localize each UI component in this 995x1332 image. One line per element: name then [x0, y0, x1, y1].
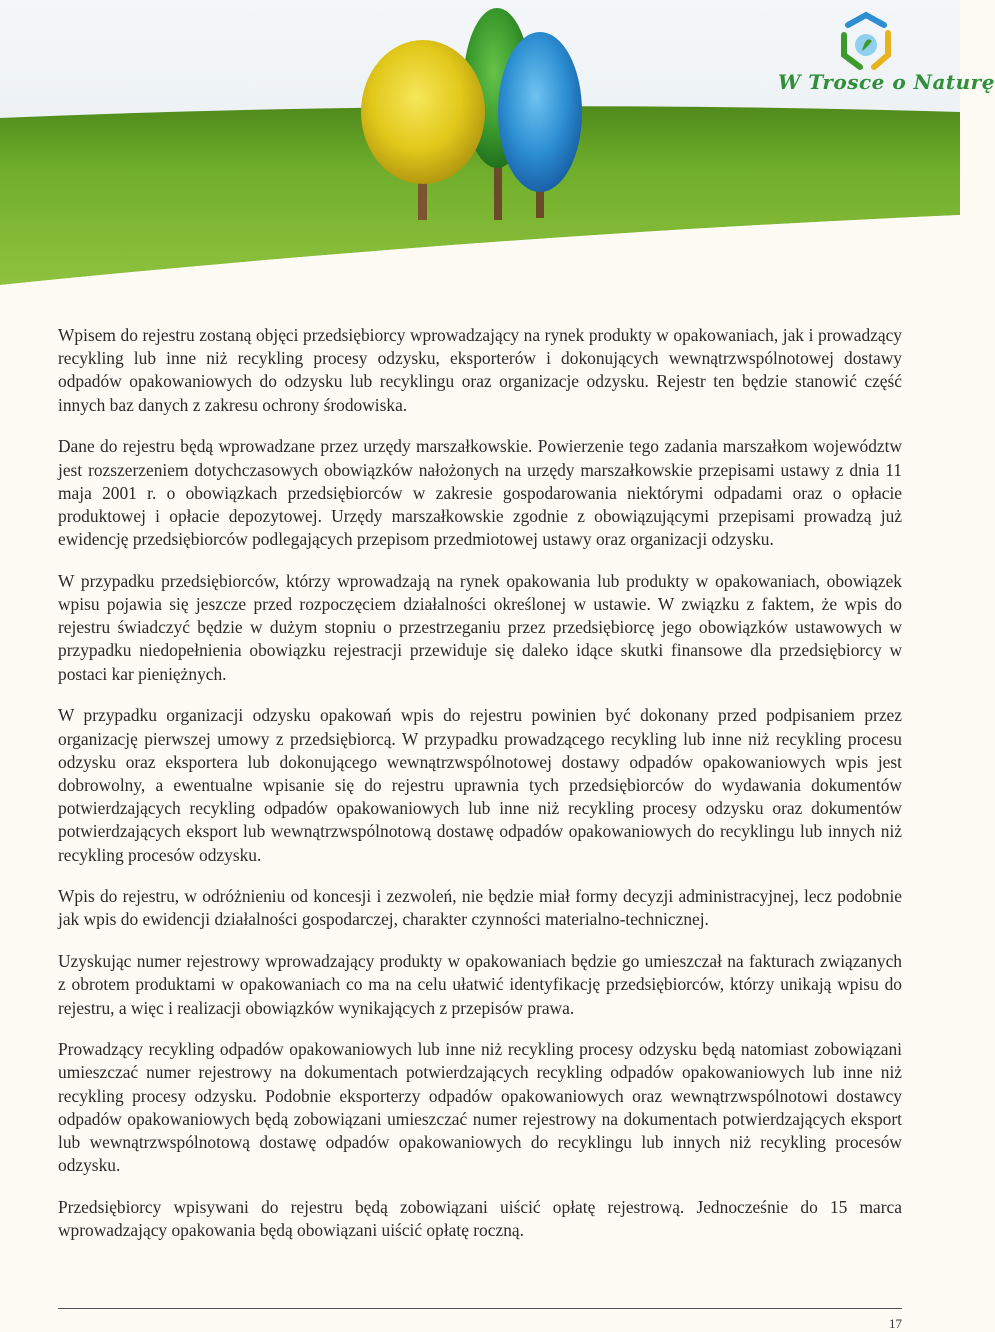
paragraph-2: Dane do rejestru będą wprowadzane przez urzędy marszałkowskie. Powierzenie tego zadania marszałkom województw jest rozszerzeniem dotychczasowych obowiązków nałożonych na urzędy marszałkowskie przepisami ustawy z dnia 11 maja 2001 r. o obowiązkach przedsiębiorców w zakresie gospodarowania niektórymi odpadami oraz o opłacie produktowej i opłacie depozytowej. Urzędy marszałkowskie zgodnie z obowiązującymi przepisami prowadzą już ewidencję przedsiębiorców podlegających przepisom przedmiotowej ustawy oraz organizacji odzysku.: [58, 436, 902, 550]
paragraph-3: W przypadku przedsiębiorców, którzy wprowadzają na rynek opakowania lub produkty w opakowaniach, obowiązek wpisu pojawia się jeszcze przed rozpoczęciem działalności określonej w ustawie. W związku z faktem, że wpis do rejestru świadczyć będzie w dużym stopniu o przestrzeganiu przez przedsiębiorcę jego obowiązków ustawowych w przypadku niedopełnienia obowiązku rejestracji przewiduje się daleko idące skutki finansowe dla przedsiębiorcy w postaci kar pieniężnych.: [58, 570, 902, 684]
document-body: [58, 324, 902, 1261]
paragraph-1: Wpisem do rejestru zostaną objęci przedsiębiorcy wprowadzający na rynek produkty w opakowaniach, jak i prowadzący recykling lub inne niż recykling procesy odzysku, eksporterów i dokonujących wewnątrzwspólnotowej dostawy odpadów opakowaniowych do odzysku lub recyklingu oraz organizacje odzysku. Rejestr ten będzie stanowić część innych baz danych z zakresu ochrony środowiska.: [58, 325, 902, 415]
paragraph-6: Uzyskując numer rejestrowy wprowadzający produkty w opakowaniach będzie go umieszczał na fakturach związanych z obrotem produktami w opakowaniach co ma na celu ułatwić identyfikację przedsiębiorców, którzy unikają wpisu do rejestru, a więc i realizacji obowiązków wynikających z przepisów prawa.: [58, 951, 902, 1018]
paragraph-4: W przypadku organizacji odzysku opakowań wpis do rejestru powinien być dokonany przed podpisaniem przez organizację pierwszej umowy z przedsiębiorcą. W przypadku prowadzącego recykling lub inne niż recykling procesu odzysku oraz eksportera lub dokonującego wewnątrzwspólnotowej dostawy odpadów opakowaniowych wpis jest dobrowolny, a ewentualne wpisanie się do rejestru uprawnia tych przedsiębiorców do wydawania dokumentów potwierdzających recykling odpadów opakowaniowych lub inne niż recykling procesy odzysku oraz dokumentów potwierdzających eksport lub wewnątrzwspólnotową dostawę odpadów opakowaniowych do recyklingu lub innych niż recykling procesów odzysku.: [58, 705, 902, 865]
paragraph-8: Przedsiębiorcy wpisywani do rejestru będą zobowiązani uiścić opłatę rejestrową. Jednocześnie do 15 marca wprowadzający opakowania będą obowiązani uiścić opłatę roczną.: [58, 1197, 902, 1241]
paragraph-5: Wpis do rejestru, w odróżnieniu od koncesji i zezwoleń, nie będzie miał formy decyzji administracyjnej, lecz podobnie jak wpis do ewidencji działalności gospodarczej, charakter czynności materialno-technicznej.: [58, 886, 902, 930]
footer-divider: [58, 1308, 902, 1309]
logo-text: W Trosce o Naturę: [778, 70, 995, 94]
page-number: 17: [889, 1316, 902, 1331]
header-banner: [0, 0, 995, 290]
header-illustration: [0, 0, 995, 290]
paragraph-7: Prowadzący recykling odpadów opakowaniowych lub inne niż recykling procesy odzysku będą natomiast zobowiązani umieszczać numer rejestrowy na dokumentach potwierdzających recykling odpadów opakowaniowych lub inne niż recykling procesy odzysku. Podobnie eksporterzy odpadów opakowaniowych oraz wewnątrzwspólnotowi dostawcy odpadów opakowaniowych będą zobowiązani umieszczać numer rejestrowy na dokumentach potwierdzających eksport lub wewnątrzwspólnotową dostawę odpadów opakowaniowych do recyklingu lub innych niż recykling procesów odzysku.: [58, 1039, 902, 1176]
